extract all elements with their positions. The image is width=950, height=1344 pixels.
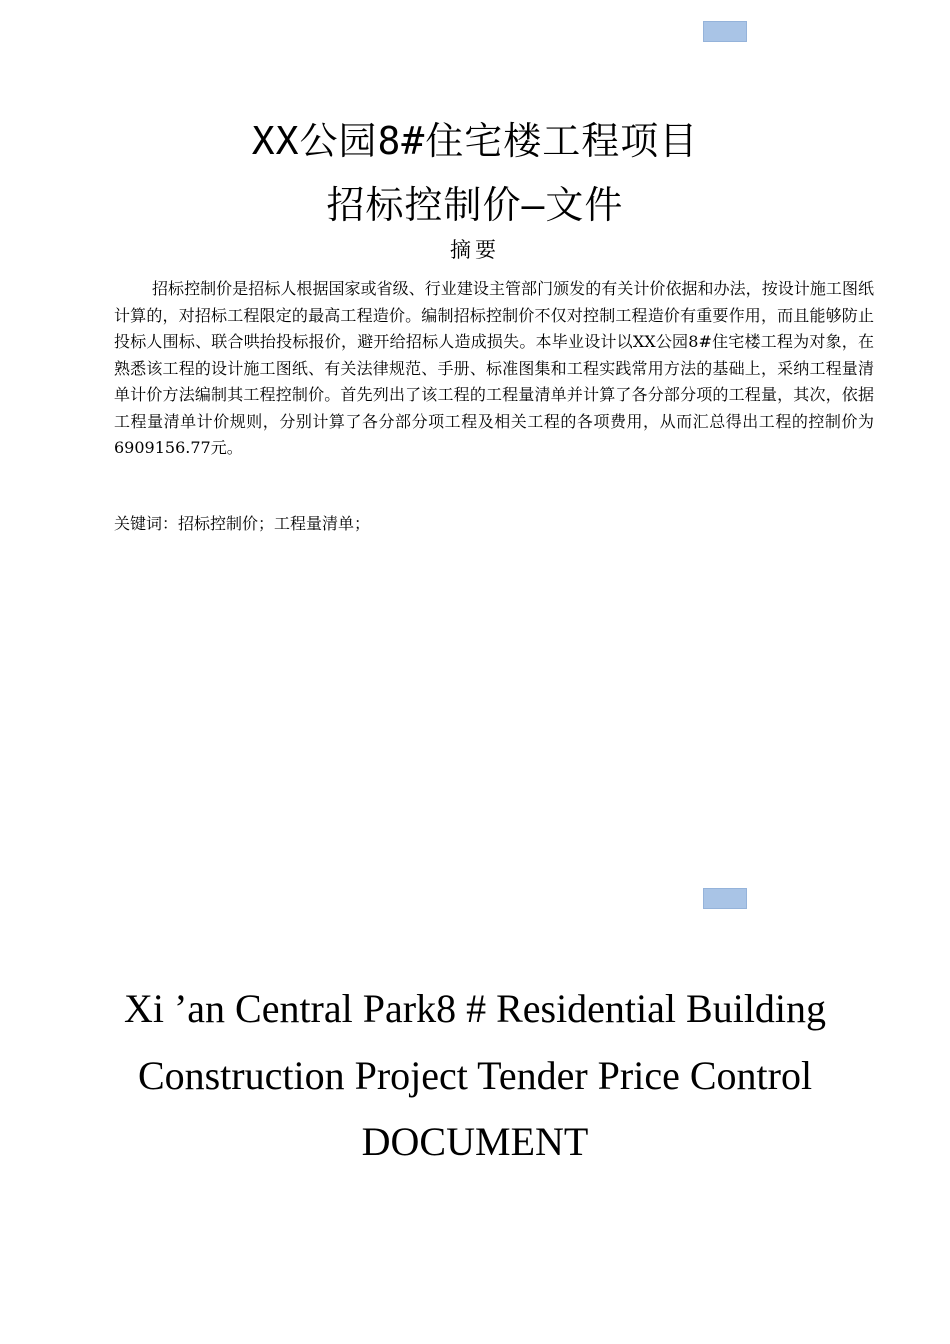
page-marker-mid bbox=[703, 888, 747, 909]
en-title-line2: Construction Project Tender Price Control bbox=[137, 1053, 813, 1098]
en-title-line1: Xi ’an Central Park8 # Residential Building bbox=[123, 986, 827, 1031]
cn-title-line2: 招标控制价—文件 bbox=[326, 183, 624, 227]
en-title bbox=[60, 980, 890, 1170]
en-title-line3: DOCUMENT bbox=[361, 1119, 589, 1164]
abstract-body: 招标控制价是招标人根据国家或省级、行业建设主管部门颁发的有关计价依据和办法，按设计施工图纸计算的，对招标工程限定的最高工程造价。编制招标控制价不仅对控制工程造价有重要作用，而且能够防止投标人围标、联合哄抬投标报价，避开给招标人造成损失。本毕业设计以XX公园8#住宅楼工程为对象，在熟悉该工程的设计施工图纸、有关法律规范、手册、标准图集和工程实践常用方法的基础上，采纳工程量清单计价方法编制其工程控制价。首先列出了该工程的工程量清单并计算了各分部分项的工程量，其次，依据工程量清单计价规则，分别计算了各分部分项工程及相关工程的各项费用，从而汇总得出工程的控制价为6909156.77元。 bbox=[114, 279, 874, 457]
keywords-line: 关键词：招标控制价；工程量清单； bbox=[114, 514, 371, 533]
cn-title-line1: XX公园8#住宅楼工程项目 bbox=[251, 119, 699, 163]
page-marker-top bbox=[703, 21, 747, 42]
abstract-heading: 摘要 bbox=[450, 238, 500, 262]
